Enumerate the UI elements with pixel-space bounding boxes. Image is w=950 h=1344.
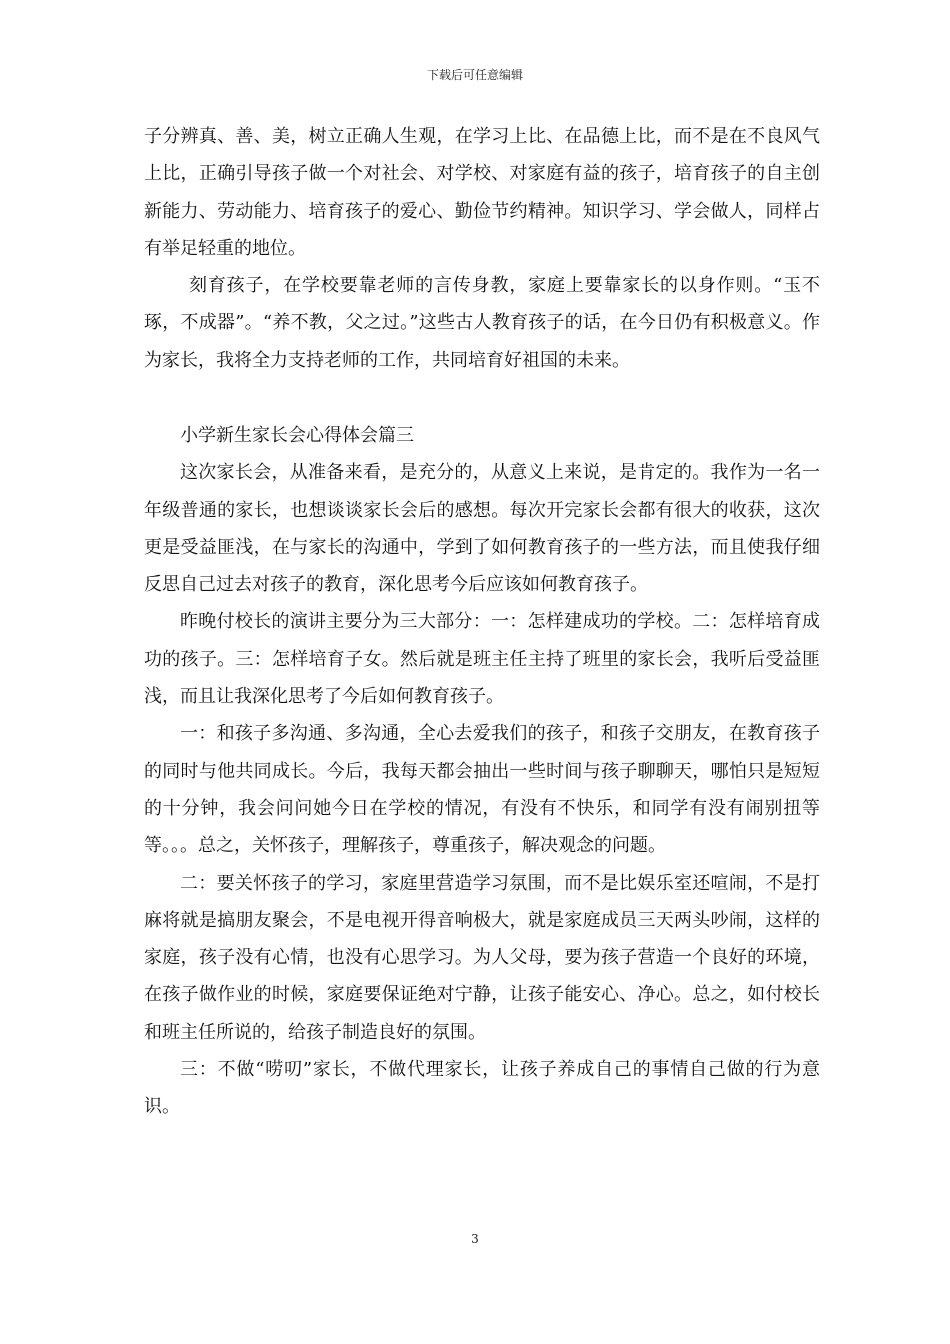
paragraph: 子分辨真、善、美，树立正确人生观，在学习上比、在品德上比，而不是在不良风气上比，正确引导孩子做一个对社会、对学校、对家庭有益的孩子，培育孩子的自主创新能力、劳动能力、培育孩子的爱心、勤俭节约精神。知识学习、学会做人，同样占有举足轻重的地位。: [144, 126, 820, 259]
paragraph: 昨晚付校长的演讲主要分为三大部分：一：怎样建成功的学校。二：怎样培育成功的孩子。三：怎样培育子女。然后就是班主任主持了班里的家长会，我听后受益匪浅，而且让我深化思考了今后如何教育孩子。: [144, 611, 820, 708]
paragraph: 三：不做“唠叨”家长，不做代理家长，让孩子养成自己的事情自己做的行为意识。: [144, 1059, 820, 1118]
paragraph: 刻育孩子，在学校要靠老师的言传身教，家庭上要靠家长的以身作则。“玉不琢，不成器”。“养不教，父之过。”这些古人教育孩子的话，在今日仍有积极意义。作为家长，我将全力支持老师的工作，共同培育好祖国的未来。: [144, 275, 820, 371]
page-number: 3: [471, 1232, 479, 1246]
paragraph: 一：和孩子多沟通、多沟通，全心去爱我们的孩子，和孩子交朋友，在教育孩子的同时与他共同成长。今后，我每天都会抽出一些时间与孩子聊聊天，哪怕只是短短的十分钟，我会问问她今日在学校的情况，有没有不快乐，和同学有没有闹别扭等等。。。总之，关怀孩子，理解孩子，尊重孩子，解决观念的问题。: [144, 723, 820, 857]
paragraph: 这次家长会，从准备来看，是充分的，从意义上来说，是肯定的。我作为一名一年级普通的家长，也想谈谈家长会后的感想。每次开完家长会都有很大的收获，这次更是受益匪浅，在与家长的沟通中，学到了如何教育孩子的一些方法，而且使我仔细反思自己过去对孩子的教育，深化思考今后应该如何教育孩子。: [144, 462, 820, 596]
section-continuation: [144, 118, 820, 379]
page-header: 下载后可任意编辑: [426, 68, 523, 82]
paragraph: 二：要关怀孩子的学习，家庭里营造学习氛围，而不是比娱乐室还喧闹，不是打麻将就是搞朋友聚会，不是电视开得音响极大，就是家庭成员三天两头吵闹，这样的家庭，孩子没有心情，也没有心思学习。为人父母，要为孩子营造一个良好的环境，在孩子做作业的时候，家庭要保证绝对宁静，让孩子能安心、净心。总之，如付校长和班主任所说的，给孩子制造良好的氛围。: [144, 872, 820, 1043]
section-heading: 小学新生家长会心得体会篇三: [180, 425, 414, 446]
section-article-three: [144, 417, 820, 1126]
